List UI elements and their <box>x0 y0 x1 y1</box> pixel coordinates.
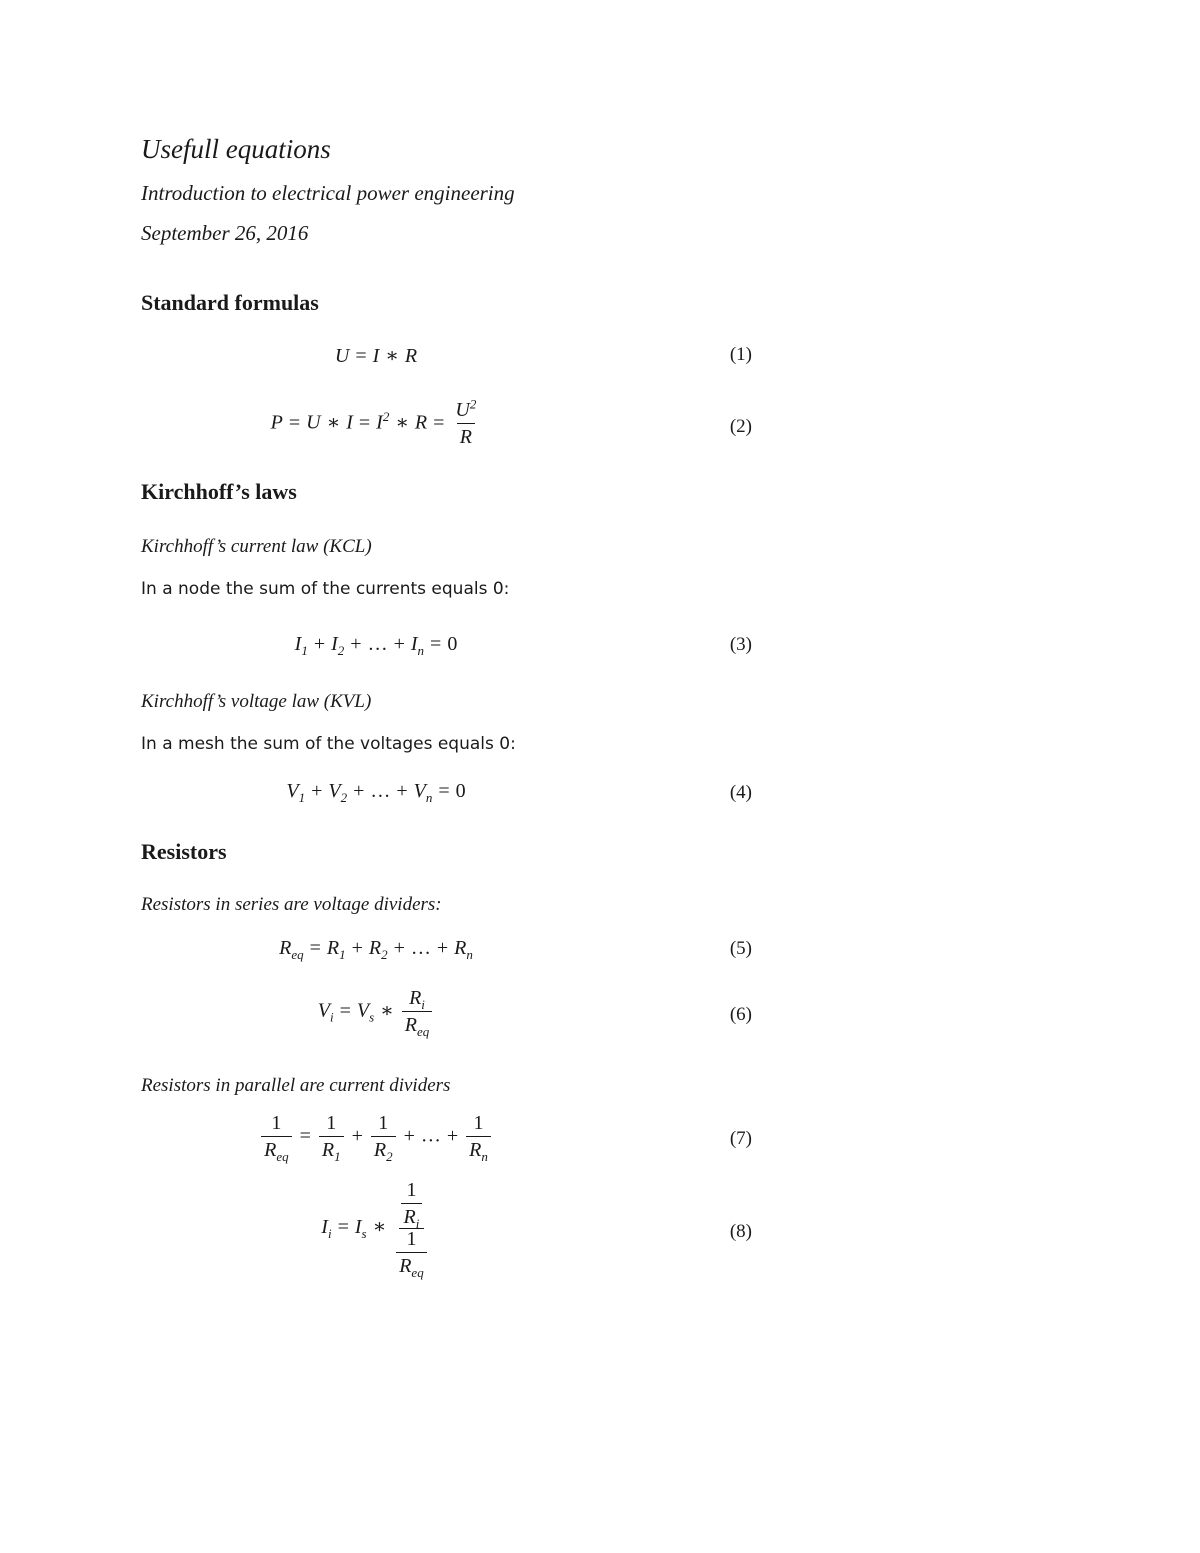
document-title: Usefull equations <box>141 134 331 164</box>
equation-7: $\frac{1}{R_{eq}}$ = $\frac{1}{R_1}$ + $\frac{1}{R_2}$ + … + $\frac{1}{R_n}$ <box>141 1113 611 1161</box>
section-heading-kirchhoffs-laws: Kirchhoff’s laws <box>141 479 297 504</box>
equation-number-7: (7) <box>729 1128 752 1149</box>
equation-4: $V_1 + V_2$ + … + $V_n = 0$ <box>286 780 466 805</box>
document-date: September 26, 2016 <box>141 221 309 245</box>
equation-number-4: (4) <box>729 782 752 803</box>
equation-3: $I_1 + I_2$ + … + $I_n = 0$ <box>294 633 458 658</box>
equation-1: U = I ∗ R <box>334 345 418 367</box>
equation-5: $R_{eq} = R_1 + R_2$ + … + $R_n$ <box>279 937 473 962</box>
equation-number-6: (6) <box>729 1004 752 1025</box>
equation-number-1: (1) <box>729 344 752 365</box>
equation-6: $V_i = V_s$ ∗ $\frac{R_i}{R_{eq}}$ <box>141 988 611 1036</box>
paragraph-kvl: In a mesh the sum of the voltages equals 0: <box>141 734 516 754</box>
equation-2: P = U ∗ $I = I^2$ ∗ R = $\frac{U^2}{R}$ <box>270 396 477 448</box>
subsection-kcl: Kirchhoff’s current law (KCL) <box>141 536 372 557</box>
paragraph-kcl: In a node the sum of the currents equals 0: <box>141 579 510 599</box>
section-heading-standard-formulas: Standard formulas <box>141 290 319 315</box>
subsection-kvl: Kirchhoff’s voltage law (KVL) <box>141 691 372 712</box>
section-heading-resistors: Resistors <box>141 839 227 864</box>
paragraph-series: Resistors in series are voltage dividers: <box>141 894 442 915</box>
document-subtitle: Introduction to electrical power engineering <box>141 181 515 205</box>
equation-number-3: (3) <box>729 634 752 655</box>
equation-number-2: (2) <box>729 416 752 437</box>
equation-number-8: (8) <box>729 1221 752 1242</box>
equation-8: $I_i = I_s$ ∗ $\frac{\frac{1}{R_i}}{\frac{1}{R_{eq}}}$ <box>141 1180 611 1277</box>
paragraph-parallel: Resistors in parallel are current dividers <box>141 1075 451 1096</box>
equation-number-5: (5) <box>729 938 752 959</box>
